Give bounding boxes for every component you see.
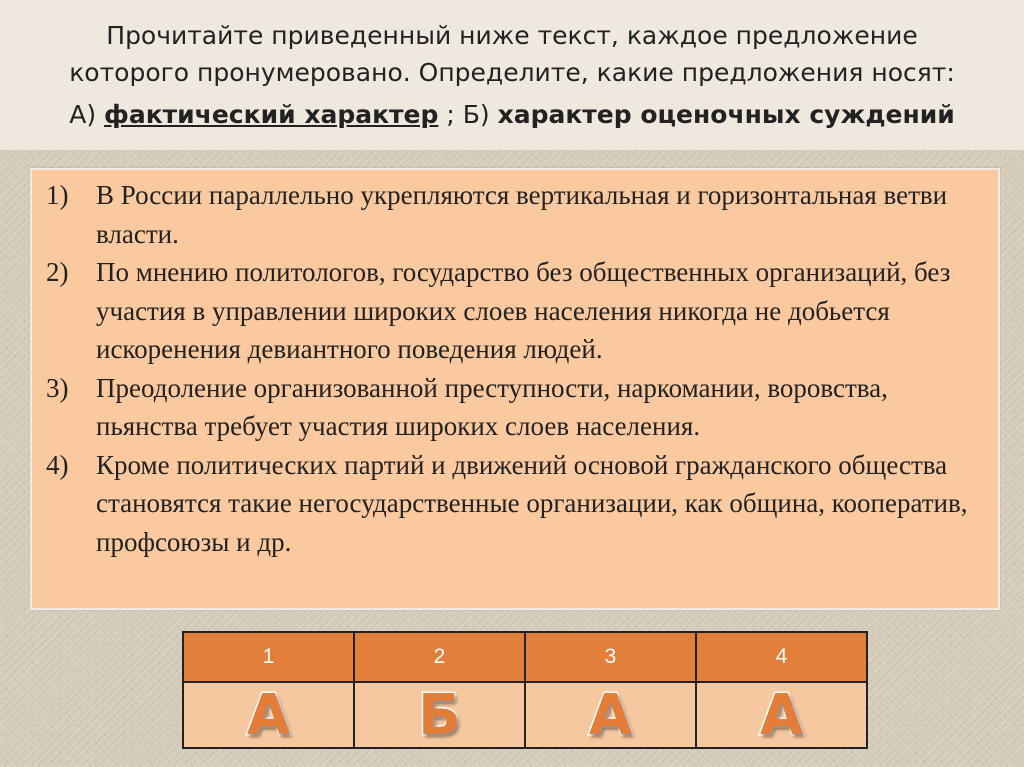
answer-value-cell: А bbox=[759, 682, 804, 748]
option-separator: ; Б) bbox=[438, 100, 498, 129]
answer-header-cell: 4 bbox=[775, 645, 788, 668]
answer-header-cell: 1 bbox=[184, 633, 355, 681]
instruction-line-3 bbox=[0, 98, 1024, 131]
option-b-label: характер оценочных суждений bbox=[497, 100, 955, 129]
list-item bbox=[32, 369, 998, 446]
statements-panel bbox=[30, 168, 1000, 610]
item-number: 3) bbox=[46, 372, 69, 403]
answer-header-cell: 2 bbox=[355, 633, 526, 681]
list-item bbox=[32, 176, 998, 253]
item-number: 2) bbox=[46, 257, 69, 287]
instruction-line-1: Прочитайте приведенный ниже текст, каждое предложение bbox=[106, 21, 918, 50]
item-number: 1) bbox=[46, 180, 69, 210]
answer-header-cell: 3 bbox=[526, 633, 697, 681]
item-text: Преодоление организованной преступности, наркомании, воровства, пьянства требует участия широких слоев населения. bbox=[96, 372, 888, 441]
answer-table bbox=[182, 631, 868, 749]
task-header bbox=[0, 0, 1024, 150]
statements-list bbox=[32, 176, 998, 561]
list-item bbox=[32, 446, 998, 562]
answer-value-cell: А bbox=[184, 683, 355, 747]
answer-value-cell: А bbox=[526, 683, 697, 747]
answer-header-row bbox=[184, 633, 866, 683]
list-item bbox=[32, 253, 998, 369]
answer-value-row bbox=[184, 683, 866, 747]
answer-value-cell: Б bbox=[355, 683, 526, 747]
option-a-prefix: А) bbox=[69, 100, 105, 129]
item-text: Кроме политических партий и движений основой гражданского общества становятся такие негосударственные организации, как община, кооператив, профсоюзы и др. bbox=[96, 449, 968, 557]
item-text: По мнению политологов, государство без общественных организаций, без участия в управлении широких слоев населения никогда не добьется искоренения девиантного поведения людей. bbox=[96, 257, 951, 364]
instruction-line-2: которого пронумеровано. Определите, какие предложения носят: bbox=[69, 58, 955, 87]
item-text: В России параллельно укрепляются вертикальная и горизонтальная ветви власти. bbox=[96, 180, 948, 249]
item-number: 4) bbox=[46, 449, 69, 480]
option-a-label: фактический характер bbox=[104, 100, 439, 129]
